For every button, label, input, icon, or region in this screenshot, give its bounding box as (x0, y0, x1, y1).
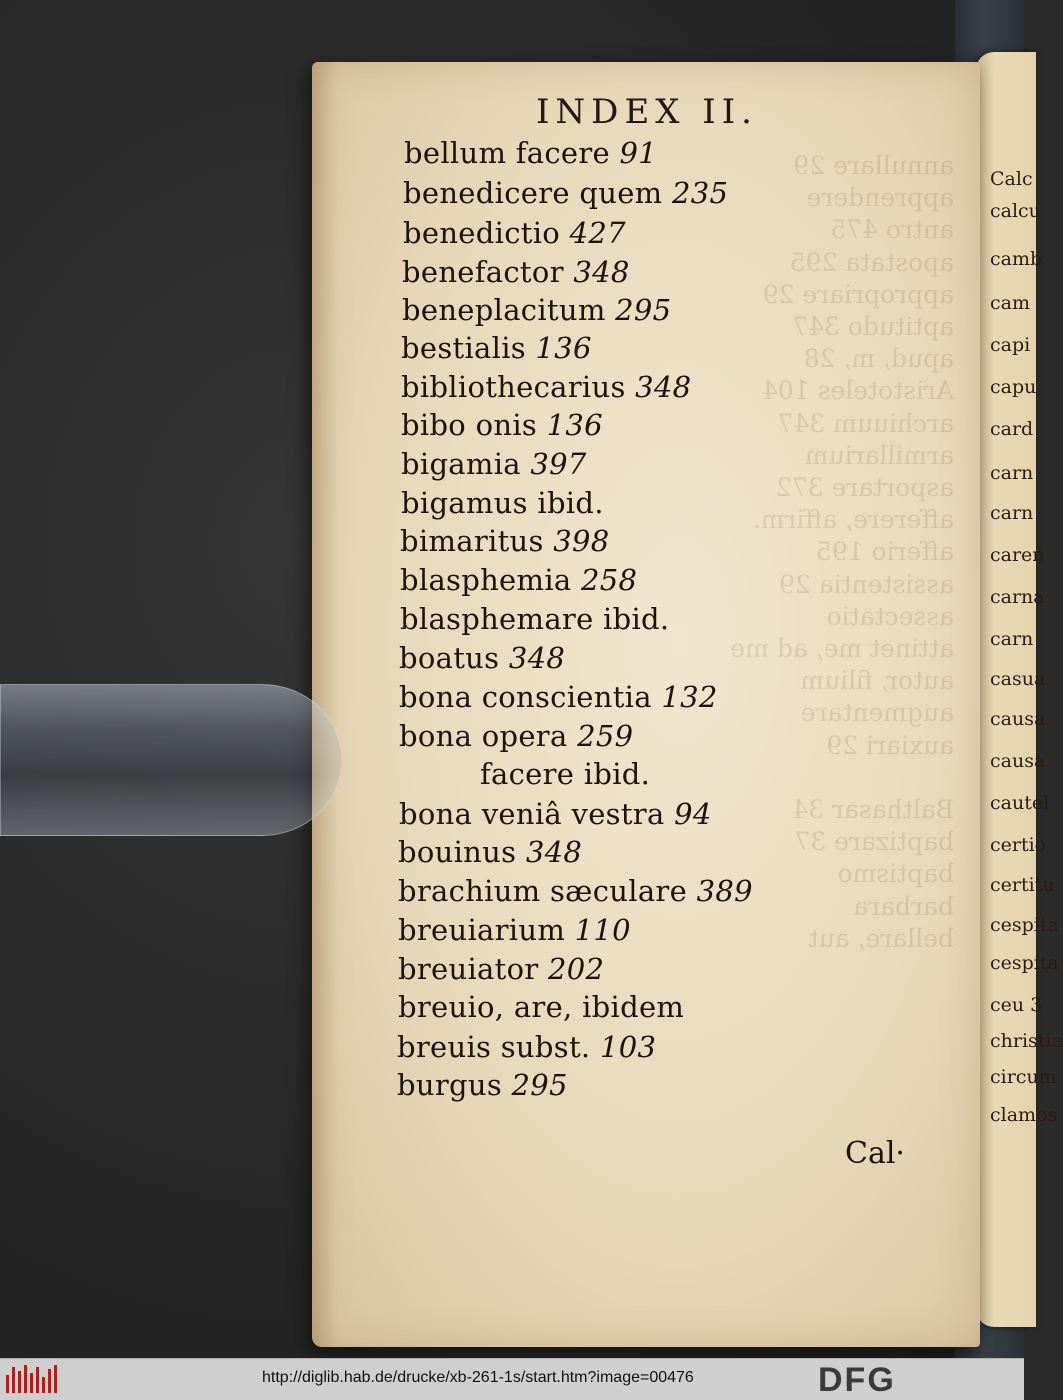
entry-page-number: 202 (548, 952, 605, 986)
entry-term: bona conscientia (399, 680, 662, 714)
entry-page-number: 259 (577, 719, 634, 753)
index-entry (401, 447, 587, 481)
index-entry (398, 913, 631, 947)
entry-page-number: 110 (574, 913, 631, 947)
adjacent-page (976, 52, 1063, 1327)
entry-term: bigamus ibid. (401, 486, 604, 520)
neighbor-line: caren (990, 544, 1045, 566)
index-entry (398, 874, 753, 908)
entry-page-number: 136 (535, 331, 592, 365)
entry-page-number: 136 (546, 408, 603, 442)
index-entry (401, 408, 603, 442)
library-logo-icon (6, 1365, 57, 1393)
neighbor-line: Calc (990, 168, 1033, 190)
neighbor-line: clamos (990, 1104, 1058, 1126)
entry-term: benedicere quem (403, 176, 672, 210)
index-entry (397, 1068, 568, 1102)
entry-term: boatus (399, 641, 509, 675)
entry-page-number: 103 (599, 1030, 657, 1064)
catchword: Cal· (845, 1136, 905, 1171)
index-entry (403, 176, 728, 210)
entry-page-number: 295 (511, 1068, 568, 1102)
entry-page-number: 94 (674, 797, 712, 831)
entry-term: bibo onis (401, 408, 547, 442)
index-entry (404, 136, 657, 170)
entry-term: breuio, are, ibidem (398, 990, 685, 1024)
neighbor-line: certitu (990, 874, 1055, 896)
entry-term: breuiarium (398, 913, 575, 947)
entry-term: blasphemia (400, 563, 581, 597)
entry-term: bestialis (401, 331, 536, 365)
show-through-text: annullare 29 apprendere antro 475 apostata 295 appropriare 29 aptitudo 347 apud, m, 28 Aristoteles 104 archiuum 347 armillarium asportare 372 afferere, affirm. afferio 195 assistentia 29 assectatio attinet me, ad me autor, filium augmentare auxiari 29 Balthasar 34 baptizare 37 baptismo barbara bellare, aut (730, 151, 954, 953)
entry-term: bibliothecarius (401, 370, 636, 404)
index-entry (399, 797, 712, 831)
entry-page-number: 295 (615, 293, 672, 327)
neighbor-line: cam (990, 292, 1030, 314)
neighbor-line: carn (990, 462, 1034, 484)
plastic-bookmark-clip (0, 684, 342, 836)
index-entry (401, 370, 691, 404)
index-entry (400, 602, 669, 636)
index-entry (398, 835, 582, 869)
entry-page-number: 427 (569, 216, 626, 250)
index-entry (399, 719, 633, 753)
neighbor-line: carna (990, 586, 1045, 608)
entry-term: bimaritus (400, 524, 554, 558)
neighbor-line: cautel (990, 792, 1050, 814)
entry-page-number: 397 (530, 447, 587, 481)
index-entry (399, 680, 718, 714)
entry-term: benefactor (402, 255, 574, 289)
index-entry (402, 293, 671, 327)
neighbor-line: carn (990, 502, 1034, 524)
entry-page-number: 258 (581, 563, 638, 597)
entry-term: bona opera (399, 719, 578, 753)
index-entry (403, 216, 626, 250)
dfg-logo: DFG (818, 1361, 896, 1399)
neighbor-line: causa (990, 750, 1046, 772)
entry-term: brachium sæculare (398, 874, 697, 908)
neighbor-line: ceu 3 (990, 994, 1043, 1016)
neighbor-line: casua (990, 668, 1046, 690)
neighbor-line: certio (990, 834, 1047, 856)
entry-term: bouinus (398, 835, 526, 869)
neighbor-line: calcu (990, 200, 1041, 222)
neighbor-line: camb (990, 248, 1043, 270)
index-entry (398, 952, 604, 986)
entry-term: bellum facere (404, 136, 620, 170)
entry-page-number: 235 (671, 176, 729, 210)
neighbor-line: carn (990, 628, 1034, 650)
neighbor-line: circum (990, 1066, 1057, 1088)
index-entry (398, 990, 684, 1024)
entry-page-number: 132 (661, 680, 718, 714)
entry-term: burgus (397, 1068, 512, 1102)
entry-term: blasphemare ibid. (400, 602, 670, 636)
index-entry (400, 563, 637, 597)
index-entry (400, 524, 609, 558)
index-entry (397, 1030, 656, 1064)
neighbor-line: cespita (990, 914, 1059, 936)
entry-term: bigamia (401, 447, 531, 481)
neighbor-line: causa (990, 708, 1046, 730)
neighbor-line: cespita (990, 952, 1059, 974)
index-entry (399, 641, 565, 675)
entry-term: breuiator (398, 952, 549, 986)
entry-term: bona veniâ vestra (399, 797, 675, 831)
neighbor-line: capu (990, 376, 1037, 398)
entry-term: breuis subst. (397, 1030, 600, 1064)
entry-page-number: 398 (553, 524, 610, 558)
index-entry (480, 757, 650, 791)
entry-page-number: 348 (573, 255, 630, 289)
entry-page-number: 348 (525, 835, 583, 869)
entry-page-number: 389 (696, 874, 753, 908)
neighbor-line: card (990, 418, 1034, 440)
entry-term: beneplacitum (402, 293, 616, 327)
source-url-link[interactable]: http://diglib.hab.de/drucke/xb-261-1s/start.htm?image=00476 (262, 1369, 694, 1386)
entry-page-number: 348 (508, 641, 566, 675)
viewer-footer (0, 1358, 1024, 1400)
entry-term: benedictio (403, 216, 570, 250)
neighbor-line: christia (990, 1030, 1063, 1052)
index-entry (402, 255, 630, 289)
entry-page-number: 348 (635, 370, 692, 404)
index-entry (401, 486, 604, 520)
index-entry (401, 331, 592, 365)
neighbor-line: capi (990, 334, 1031, 356)
page-header: INDEX II. (536, 92, 758, 132)
entry-page-number: 91 (619, 136, 658, 170)
entry-term: facere ibid. (480, 757, 651, 791)
